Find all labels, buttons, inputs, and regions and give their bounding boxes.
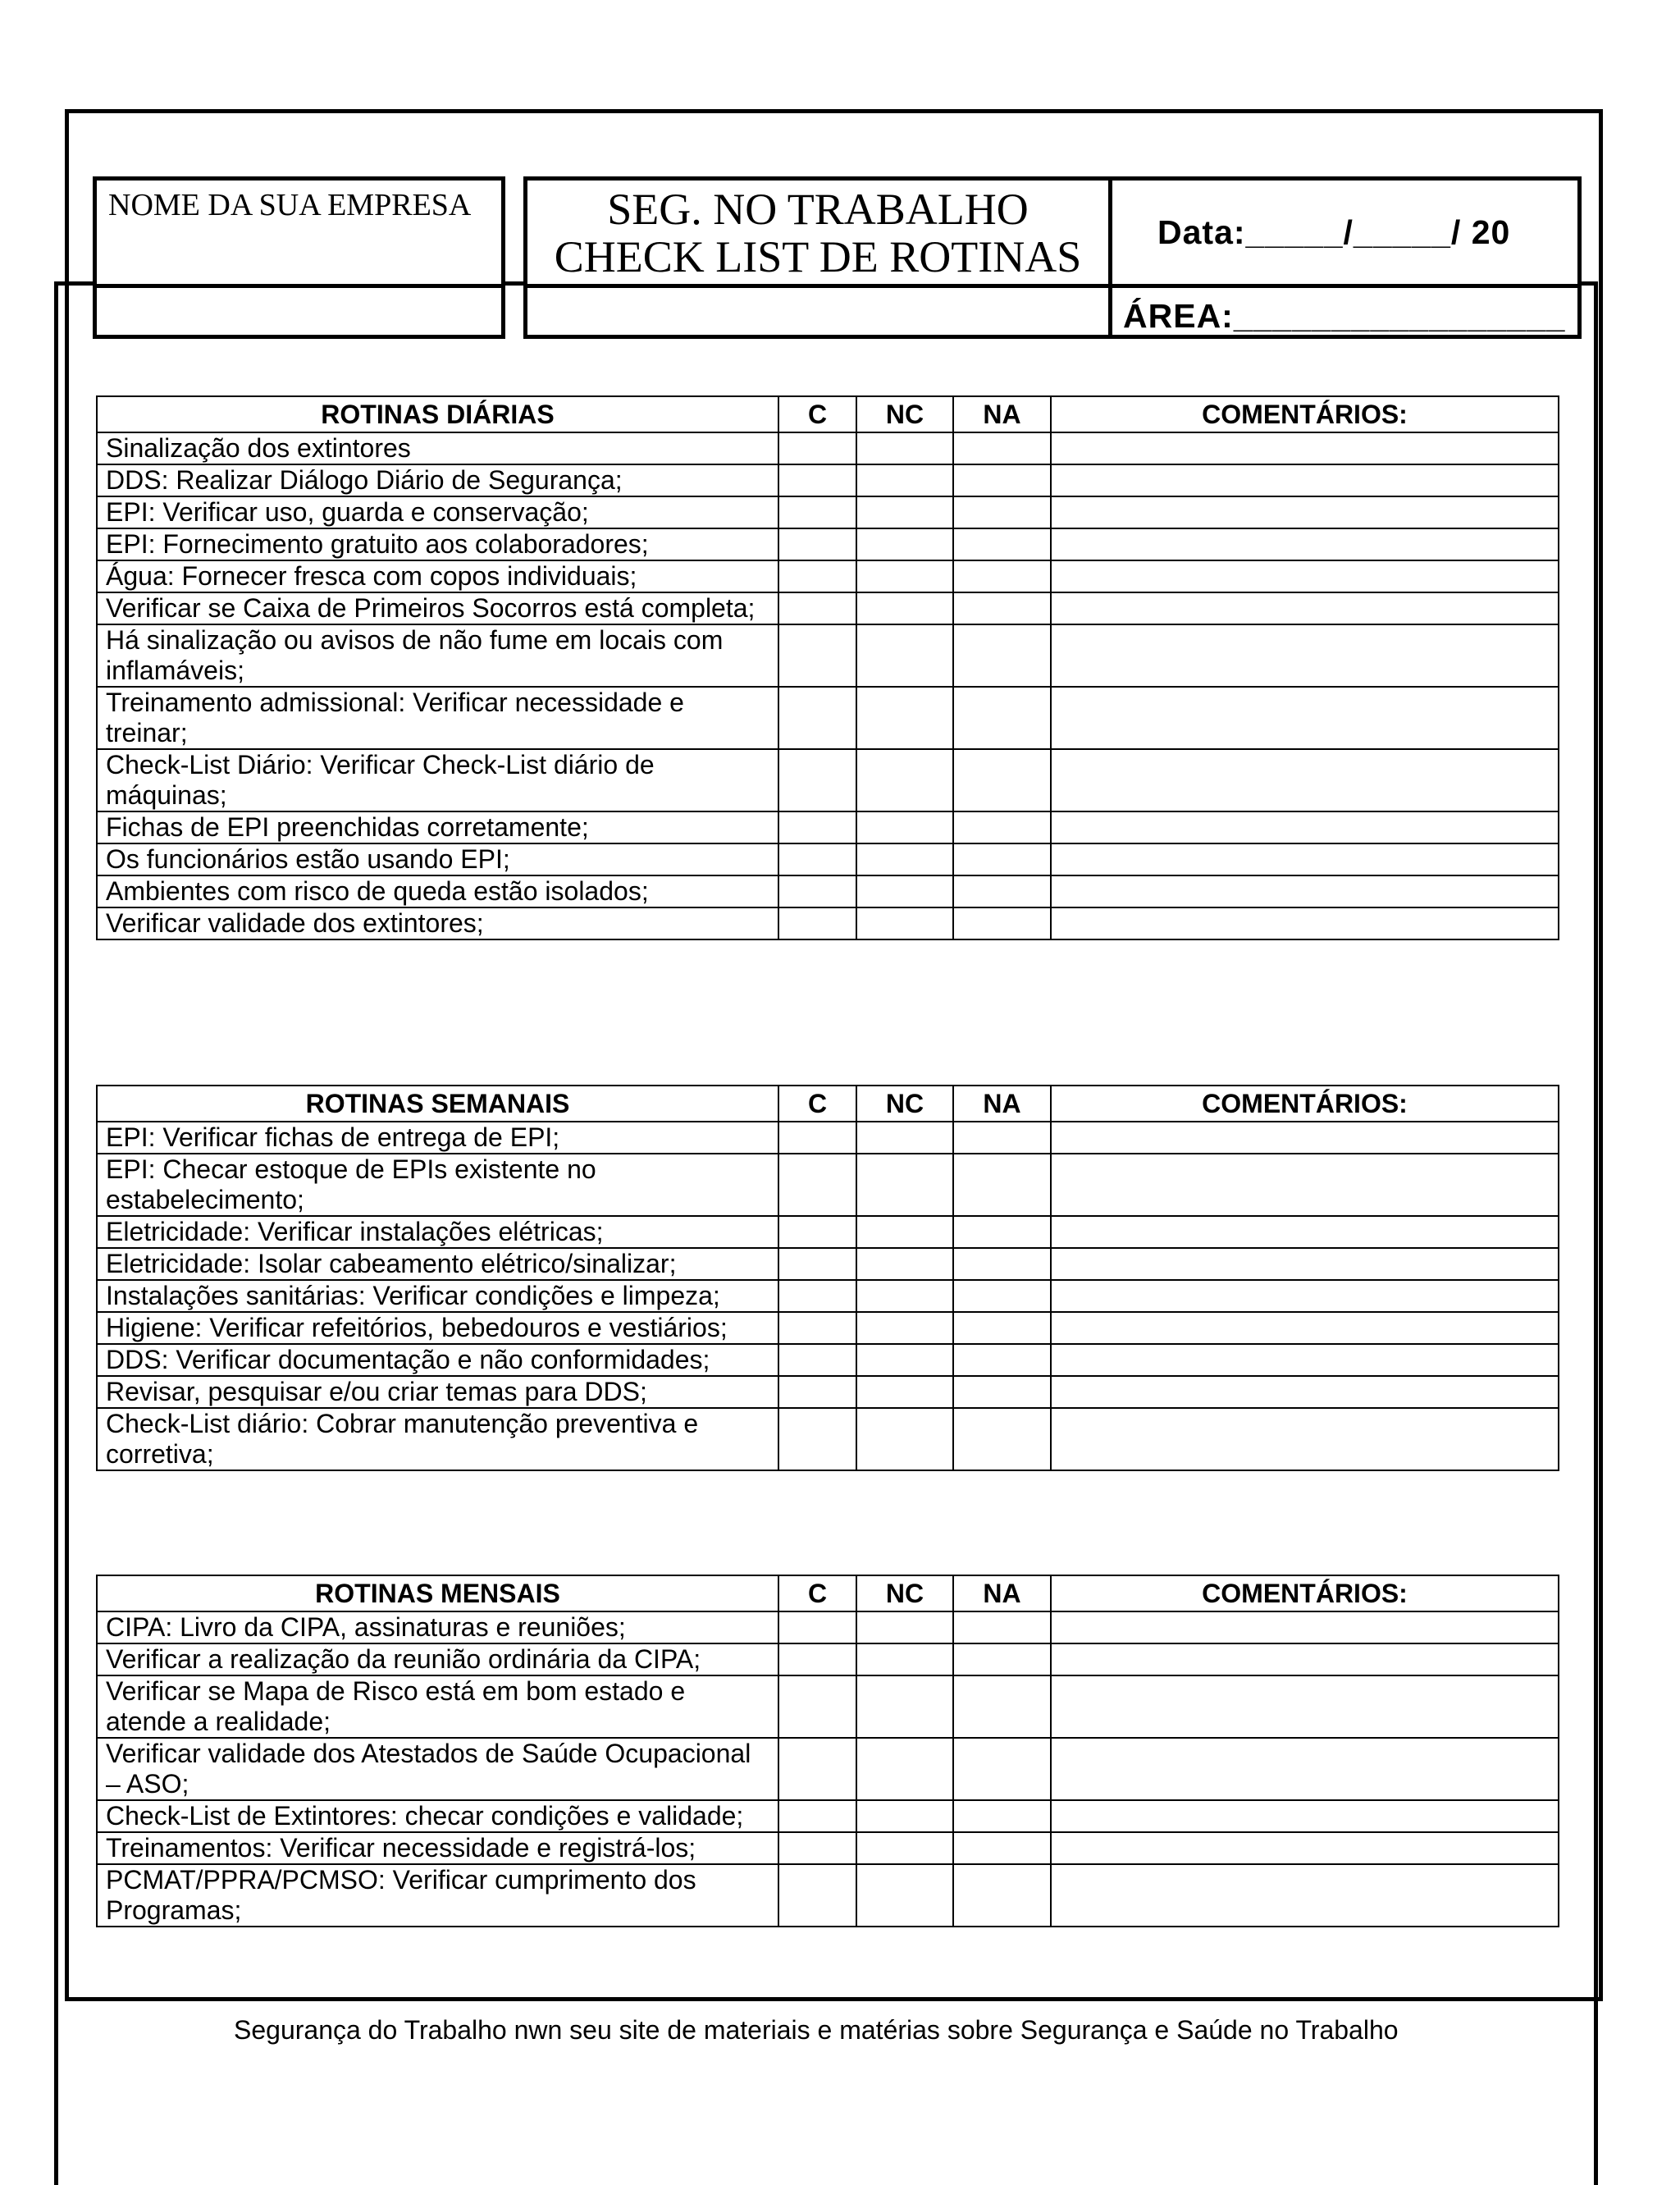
routine-item: Água: Fornecer fresca com copos individuais; xyxy=(97,560,778,592)
table-row xyxy=(97,687,1559,749)
nc-cell[interactable] xyxy=(856,592,953,624)
c-cell[interactable] xyxy=(778,811,856,843)
area-divider xyxy=(1108,284,1577,288)
na-cell[interactable] xyxy=(953,1344,1051,1376)
nc-cell[interactable] xyxy=(856,875,953,907)
table-row xyxy=(97,1122,1559,1154)
monthly-routines-table xyxy=(96,1575,1559,1927)
routine-item: Treinamento admissional: Verificar necessidade e treinar; xyxy=(97,687,778,749)
na-cell[interactable] xyxy=(953,1280,1051,1312)
na-cell[interactable] xyxy=(953,560,1051,592)
nc-cell[interactable] xyxy=(856,1611,953,1643)
comment-cell[interactable] xyxy=(1051,496,1559,528)
na-cell[interactable] xyxy=(953,624,1051,687)
title-box xyxy=(523,176,1582,339)
c-cell[interactable] xyxy=(778,1122,856,1154)
col-header-na: NA xyxy=(953,396,1051,432)
na-cell[interactable] xyxy=(953,432,1051,464)
routine-item: EPI: Verificar fichas de entrega de EPI; xyxy=(97,1122,778,1154)
comment-cell[interactable] xyxy=(1051,1675,1559,1738)
c-cell[interactable] xyxy=(778,1643,856,1675)
table-row xyxy=(97,875,1559,907)
nc-cell[interactable] xyxy=(856,1280,953,1312)
nc-cell[interactable] xyxy=(856,1376,953,1408)
na-cell[interactable] xyxy=(953,907,1051,939)
na-cell[interactable] xyxy=(953,1738,1051,1800)
comment-cell[interactable] xyxy=(1051,624,1559,687)
c-cell[interactable] xyxy=(778,843,856,875)
routine-item: Verificar se Caixa de Primeiros Socorros está completa; xyxy=(97,592,778,624)
doc-title-line1: SEG. NO TRABALHO xyxy=(607,185,1029,234)
c-cell[interactable] xyxy=(778,907,856,939)
nc-cell[interactable] xyxy=(856,749,953,811)
c-cell[interactable] xyxy=(778,1864,856,1927)
routine-item: PCMAT/PPRA/PCMSO: Verificar cumprimento dos Programas; xyxy=(97,1864,778,1927)
table-row xyxy=(97,1408,1559,1470)
nc-cell[interactable] xyxy=(856,1643,953,1675)
col-header-nc: NC xyxy=(856,1575,953,1611)
col-header-nc: NC xyxy=(856,396,953,432)
c-cell[interactable] xyxy=(778,1800,856,1832)
nc-cell[interactable] xyxy=(856,1738,953,1800)
comment-cell[interactable] xyxy=(1051,464,1559,496)
title-divider xyxy=(527,284,1108,288)
routine-item: CIPA: Livro da CIPA, assinaturas e reuniões; xyxy=(97,1611,778,1643)
na-cell[interactable] xyxy=(953,687,1051,749)
table-row xyxy=(97,592,1559,624)
na-cell[interactable] xyxy=(953,1864,1051,1927)
routine-item: Verificar validade dos Atestados de Saúde Ocupacional – ASO; xyxy=(97,1738,778,1800)
routine-item: Sinalização dos extintores xyxy=(97,432,778,464)
area-field[interactable]: ÁREA:_________________ xyxy=(1123,297,1566,335)
company-divider xyxy=(97,284,501,288)
comment-cell[interactable] xyxy=(1051,560,1559,592)
weekly-routines-table xyxy=(96,1085,1559,1471)
col-header-na: NA xyxy=(953,1575,1051,1611)
nc-cell[interactable] xyxy=(856,1216,953,1248)
na-cell[interactable] xyxy=(953,811,1051,843)
comment-cell[interactable] xyxy=(1051,687,1559,749)
comment-cell[interactable] xyxy=(1051,1216,1559,1248)
col-header-c: C xyxy=(778,1086,856,1122)
nc-cell[interactable] xyxy=(856,1675,953,1738)
nc-cell[interactable] xyxy=(856,1312,953,1344)
comment-cell[interactable] xyxy=(1051,1643,1559,1675)
table-row xyxy=(97,1675,1559,1738)
c-cell[interactable] xyxy=(778,1248,856,1280)
table-header-row xyxy=(97,1086,1559,1122)
routine-item: DDS: Realizar Diálogo Diário de Segurança; xyxy=(97,464,778,496)
na-cell[interactable] xyxy=(953,1643,1051,1675)
c-cell[interactable] xyxy=(778,1675,856,1738)
table-row xyxy=(97,1154,1559,1216)
date-divider xyxy=(1108,181,1112,335)
routine-item: Revisar, pesquisar e/ou criar temas para DDS; xyxy=(97,1376,778,1408)
comment-cell[interactable] xyxy=(1051,749,1559,811)
comment-cell[interactable] xyxy=(1051,528,1559,560)
table-header-row xyxy=(97,1575,1559,1611)
na-cell[interactable] xyxy=(953,1312,1051,1344)
comment-cell[interactable] xyxy=(1051,1248,1559,1280)
section-title-daily: ROTINAS DIÁRIAS xyxy=(97,396,778,432)
nc-cell[interactable] xyxy=(856,907,953,939)
nc-cell[interactable] xyxy=(856,528,953,560)
routine-item: Check-List Diário: Verificar Check-List diário de máquinas; xyxy=(97,749,778,811)
table-row xyxy=(97,496,1559,528)
col-header-c: C xyxy=(778,1575,856,1611)
comment-cell[interactable] xyxy=(1051,1611,1559,1643)
col-header-c: C xyxy=(778,396,856,432)
c-cell[interactable] xyxy=(778,560,856,592)
nc-cell[interactable] xyxy=(856,843,953,875)
c-cell[interactable] xyxy=(778,528,856,560)
nc-cell[interactable] xyxy=(856,811,953,843)
comment-cell[interactable] xyxy=(1051,843,1559,875)
nc-cell[interactable] xyxy=(856,1864,953,1927)
routine-item: EPI: Checar estoque de EPIs existente no estabelecimento; xyxy=(97,1154,778,1216)
na-cell[interactable] xyxy=(953,1154,1051,1216)
comment-cell[interactable] xyxy=(1051,1312,1559,1344)
c-cell[interactable] xyxy=(778,1344,856,1376)
routine-item: DDS: Verificar documentação e não conformidades; xyxy=(97,1344,778,1376)
comment-cell[interactable] xyxy=(1051,1832,1559,1864)
daily-routines-table xyxy=(96,395,1559,940)
c-cell[interactable] xyxy=(778,1738,856,1800)
na-cell[interactable] xyxy=(953,496,1051,528)
c-cell[interactable] xyxy=(778,1154,856,1216)
section-title-monthly: ROTINAS MENSAIS xyxy=(97,1575,778,1611)
table-row xyxy=(97,1738,1559,1800)
routine-item: Os funcionários estão usando EPI; xyxy=(97,843,778,875)
comment-cell[interactable] xyxy=(1051,432,1559,464)
comment-cell[interactable] xyxy=(1051,1800,1559,1832)
table-row xyxy=(97,1216,1559,1248)
na-cell[interactable] xyxy=(953,1376,1051,1408)
routine-item: Instalações sanitárias: Verificar condições e limpeza; xyxy=(97,1280,778,1312)
nc-cell[interactable] xyxy=(856,432,953,464)
na-cell[interactable] xyxy=(953,592,1051,624)
na-cell[interactable] xyxy=(953,1122,1051,1154)
comment-cell[interactable] xyxy=(1051,592,1559,624)
table-row xyxy=(97,624,1559,687)
col-header-comments: COMENTÁRIOS: xyxy=(1051,1575,1559,1611)
c-cell[interactable] xyxy=(778,592,856,624)
table-row xyxy=(97,1248,1559,1280)
routine-item: Higiene: Verificar refeitórios, bebedouros e vestiários; xyxy=(97,1312,778,1344)
comment-cell[interactable] xyxy=(1051,907,1559,939)
na-cell[interactable] xyxy=(953,1408,1051,1470)
company-box xyxy=(93,176,505,339)
nc-cell[interactable] xyxy=(856,1154,953,1216)
na-cell[interactable] xyxy=(953,843,1051,875)
col-header-comments: COMENTÁRIOS: xyxy=(1051,396,1559,432)
routine-item: Verificar se Mapa de Risco está em bom estado e atende a realidade; xyxy=(97,1675,778,1738)
nc-cell[interactable] xyxy=(856,464,953,496)
routine-item: Há sinalização ou avisos de não fume em locais com inflamáveis; xyxy=(97,624,778,687)
col-header-comments: COMENTÁRIOS: xyxy=(1051,1086,1559,1122)
c-cell[interactable] xyxy=(778,1832,856,1864)
routine-item: Eletricidade: Isolar cabeamento elétrico/sinalizar; xyxy=(97,1248,778,1280)
na-cell[interactable] xyxy=(953,1216,1051,1248)
nc-cell[interactable] xyxy=(856,1800,953,1832)
footer-text: Segurança do Trabalho nwn seu site de materiais e matérias sobre Segurança e Saúde no Trabalho xyxy=(234,2015,1399,2045)
table-row xyxy=(97,811,1559,843)
col-header-nc: NC xyxy=(856,1086,953,1122)
table-row xyxy=(97,1643,1559,1675)
comment-cell[interactable] xyxy=(1051,1154,1559,1216)
table-row xyxy=(97,432,1559,464)
c-cell[interactable] xyxy=(778,1376,856,1408)
routine-item: Check-List de Extintores: checar condições e validade; xyxy=(97,1800,778,1832)
na-cell[interactable] xyxy=(953,749,1051,811)
na-cell[interactable] xyxy=(953,1248,1051,1280)
table-row xyxy=(97,1376,1559,1408)
table-row xyxy=(97,907,1559,939)
table-row xyxy=(97,1344,1559,1376)
c-cell[interactable] xyxy=(778,749,856,811)
comment-cell[interactable] xyxy=(1051,1738,1559,1800)
comment-cell[interactable] xyxy=(1051,811,1559,843)
routine-item: Fichas de EPI preenchidas corretamente; xyxy=(97,811,778,843)
date-field[interactable]: Data:_____/_____/ 20 xyxy=(1157,213,1511,251)
routine-item: Verificar a realização da reunião ordinária da CIPA; xyxy=(97,1643,778,1675)
comment-cell[interactable] xyxy=(1051,1376,1559,1408)
nc-cell[interactable] xyxy=(856,560,953,592)
c-cell[interactable] xyxy=(778,875,856,907)
routine-item: EPI: Verificar uso, guarda e conservação; xyxy=(97,496,778,528)
nc-cell[interactable] xyxy=(856,687,953,749)
routine-item: EPI: Fornecimento gratuito aos colaboradores; xyxy=(97,528,778,560)
table-row xyxy=(97,464,1559,496)
c-cell[interactable] xyxy=(778,464,856,496)
table-row xyxy=(97,1864,1559,1927)
na-cell[interactable] xyxy=(953,528,1051,560)
c-cell[interactable] xyxy=(778,1216,856,1248)
routine-item: Ambientes com risco de queda estão isolados; xyxy=(97,875,778,907)
nc-cell[interactable] xyxy=(856,1248,953,1280)
na-cell[interactable] xyxy=(953,1832,1051,1864)
table-row xyxy=(97,1611,1559,1643)
table-row xyxy=(97,528,1559,560)
comment-cell[interactable] xyxy=(1051,1408,1559,1470)
c-cell[interactable] xyxy=(778,624,856,687)
col-header-na: NA xyxy=(953,1086,1051,1122)
c-cell[interactable] xyxy=(778,1280,856,1312)
na-cell[interactable] xyxy=(953,1675,1051,1738)
section-title-weekly: ROTINAS SEMANAIS xyxy=(97,1086,778,1122)
c-cell[interactable] xyxy=(778,432,856,464)
comment-cell[interactable] xyxy=(1051,875,1559,907)
comment-cell[interactable] xyxy=(1051,1864,1559,1927)
na-cell[interactable] xyxy=(953,1800,1051,1832)
c-cell[interactable] xyxy=(778,496,856,528)
table-row xyxy=(97,1280,1559,1312)
nc-cell[interactable] xyxy=(856,1344,953,1376)
routine-item: Verificar validade dos extintores; xyxy=(97,907,778,939)
table-row xyxy=(97,1832,1559,1864)
comment-cell[interactable] xyxy=(1051,1122,1559,1154)
company-name: NOME DA SUA EMPRESA xyxy=(108,188,472,222)
c-cell[interactable] xyxy=(778,1611,856,1643)
table-row xyxy=(97,1312,1559,1344)
na-cell[interactable] xyxy=(953,1611,1051,1643)
c-cell[interactable] xyxy=(778,687,856,749)
nc-cell[interactable] xyxy=(856,496,953,528)
na-cell[interactable] xyxy=(953,875,1051,907)
nc-cell[interactable] xyxy=(856,1122,953,1154)
comment-cell[interactable] xyxy=(1051,1344,1559,1376)
c-cell[interactable] xyxy=(778,1312,856,1344)
table-row xyxy=(97,749,1559,811)
comment-cell[interactable] xyxy=(1051,1280,1559,1312)
c-cell[interactable] xyxy=(778,1408,856,1470)
routine-item: Eletricidade: Verificar instalações elétricas; xyxy=(97,1216,778,1248)
table-row xyxy=(97,843,1559,875)
na-cell[interactable] xyxy=(953,464,1051,496)
nc-cell[interactable] xyxy=(856,1832,953,1864)
routine-item: Check-List diário: Cobrar manutenção preventiva e corretiva; xyxy=(97,1408,778,1470)
table-header-row xyxy=(97,396,1559,432)
table-row xyxy=(97,560,1559,592)
nc-cell[interactable] xyxy=(856,1408,953,1470)
doc-title-line2: CHECK LIST DE ROTINAS xyxy=(554,232,1082,281)
routine-item: Treinamentos: Verificar necessidade e registrá-los; xyxy=(97,1832,778,1864)
nc-cell[interactable] xyxy=(856,624,953,687)
table-row xyxy=(97,1800,1559,1832)
